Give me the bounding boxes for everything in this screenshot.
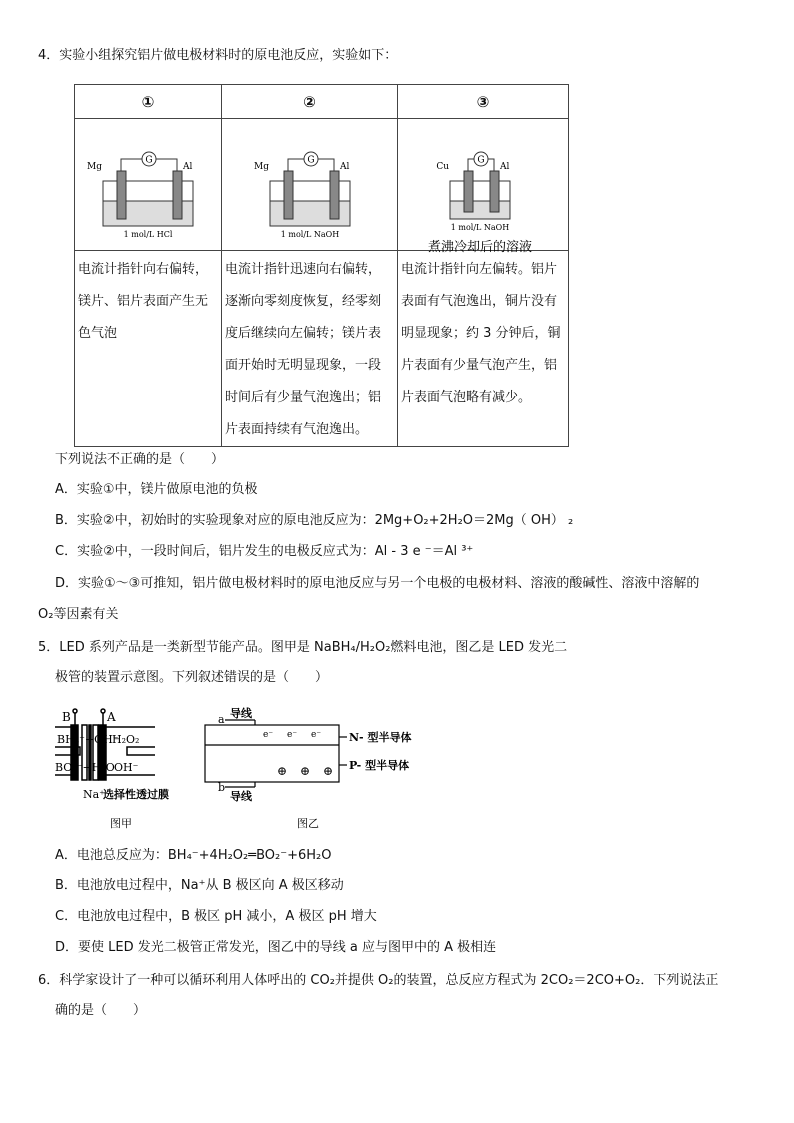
q5-stem-1: 5．LED 系列产品是一类新型节能产品。图甲是 NaBH₄/H₂O₂燃料电池，图乙是 LED 发光二 [38,640,568,655]
wire-top-label: 导线 [230,707,252,720]
outflow-right: OH⁻ [114,761,139,774]
result-line: 明显现象；约 3 分钟后，铜 [401,326,561,341]
result-line: 片表面持续有气泡逸出。 [225,422,369,437]
q4-option-a: A．实验①中，镁片做原电池的负极 [55,482,258,497]
q6-stem-2: 确的是（ ） [55,1003,147,1018]
result-line: 表面有气泡逸出，铜片没有 [401,294,558,309]
result-line: 电流计指针迅速向右偏转， [225,262,382,277]
electrode [330,171,339,219]
result-line: 色气泡 [78,326,118,341]
col-header-1: ① [75,85,222,119]
q4-option-d-cont: O₂等因素有关 [38,607,119,622]
label-b: B [62,710,71,724]
galvanometer-label: G [307,155,315,166]
p-type-label: P- 型半导体 [349,759,410,772]
left-electrode-label: Mg [87,162,102,172]
solution-label: 1 mol/L HCl [123,230,173,239]
n-type-label: N- 型半导体 [349,731,412,744]
result-line: 时间后有少量气泡逸出；铝 [225,390,382,405]
hole-3: ⊕ [323,764,334,778]
caption-yi: 图乙 [297,817,319,830]
inflow-left: BH₄⁻+OH⁻ [57,733,119,746]
col-header-3: ③ [398,85,569,119]
result-line: 电流计指针向左偏转。铝片 [401,262,558,277]
terminal-a: a [218,713,225,726]
right-electrode-label: Al [500,162,510,172]
q4-option-b: B．实验②中，初始时的实验现象对应的原电池反应为：2Mg+O₂+2H₂O＝2Mg（ OH） ₂ [55,513,574,528]
outflow-left: BO₂⁻+H₂O [55,761,115,774]
q4-option-c: C．实验②中，一段时间后，铝片发生的电极反应式为：Al - 3 e ⁻＝Al ³⁺ [55,544,474,559]
galvanometer-label: G [477,155,485,166]
col-header-2: ② [222,85,398,119]
inflow-right: H₂O₂ [112,733,140,746]
left-electrode-label: Mg [254,162,269,172]
solution-label: 1 mol/L NaOH [280,230,340,239]
q6-stem-1: 6．科学家设计了一种可以循环利用人体呼出的 CO₂并提供 O₂的装置，总反应方程式为 2CO₂＝2CO+O₂．下列说法正 [38,973,719,988]
result-line: 片表面有少量气泡产生，铝 [401,358,558,373]
q5-option-d: D．要使 LED 发光二极管正常发光，图乙中的导线 a 应与图甲中的 A 极相连 [55,940,497,955]
electrode [464,171,473,212]
result-line: 片表面气泡略有减少。 [401,390,532,405]
cell-figure-2 [222,119,398,251]
cell-figure-1 [75,119,222,251]
galvanometer-label: G [145,155,153,166]
electron-1: e⁻ [263,730,274,740]
ion-label: Na⁺ [83,788,105,801]
result-line: 度后继续向左偏转；镁片表 [225,326,382,341]
hole-2: ⊕ [300,764,311,778]
hole-1: ⊕ [277,764,288,778]
electron-2: e⁻ [287,730,298,740]
wire-bottom-label: 导线 [230,790,252,803]
electrode [284,171,293,219]
q5-option-c: C．电池放电过程中，B 极区 pH 减小，A 极区 pH 增大 [55,909,377,924]
caption-jia: 图甲 [110,817,132,830]
cell-result-1 [75,251,222,447]
solution-label: 1 mol/L NaOH [450,223,510,232]
left-electrode-label: Cu [436,162,449,172]
right-electrode-label: Al [183,162,193,172]
electrode [173,171,182,219]
electrode [490,171,499,212]
q5-figures [55,705,415,833]
right-electrode-label: Al [340,162,350,172]
result-line: 面开始时无明显现象，一段 [225,358,382,373]
solution-note: 煮沸冷却后的溶液 [427,240,533,255]
cell-result-2 [222,251,398,447]
q5-option-b: B．电池放电过程中，Na⁺从 B 极区向 A 极区移动 [55,878,344,893]
terminal-b: b [218,781,226,794]
electrode [117,171,126,219]
label-a: A [107,710,116,724]
q4-question: 下列说法不正确的是（ ） [55,452,225,467]
cell-result-3 [398,251,569,447]
q5-option-a: A．电池总反应为：BH₄⁻+4H₂O₂═BO₂⁻+6H₂O [55,848,332,863]
result-line: 镁片、铝片表面产生无 [78,294,209,309]
electron-3: e⁻ [311,730,322,740]
q4-option-d: D．实验①～③可推知，铝片做电极材料时的原电池反应与另一个电极的电极材料、溶液的酸碱性、溶液中溶解的 [55,576,700,591]
result-line: 逐渐向零刻度恢复，经零刻 [225,294,382,309]
cell-figure-3 [398,119,569,255]
experiment-table [74,84,569,447]
result-line: 电流计指针向右偏转， [78,262,209,277]
membrane-label: 选择性透过膜 [103,788,169,801]
q4-stem: 4．实验小组探究铝片做电极材料时的原电池反应，实验如下： [38,48,398,63]
q5-stem-2: 极管的装置示意图。下列叙述错误的是（ ） [55,670,329,685]
